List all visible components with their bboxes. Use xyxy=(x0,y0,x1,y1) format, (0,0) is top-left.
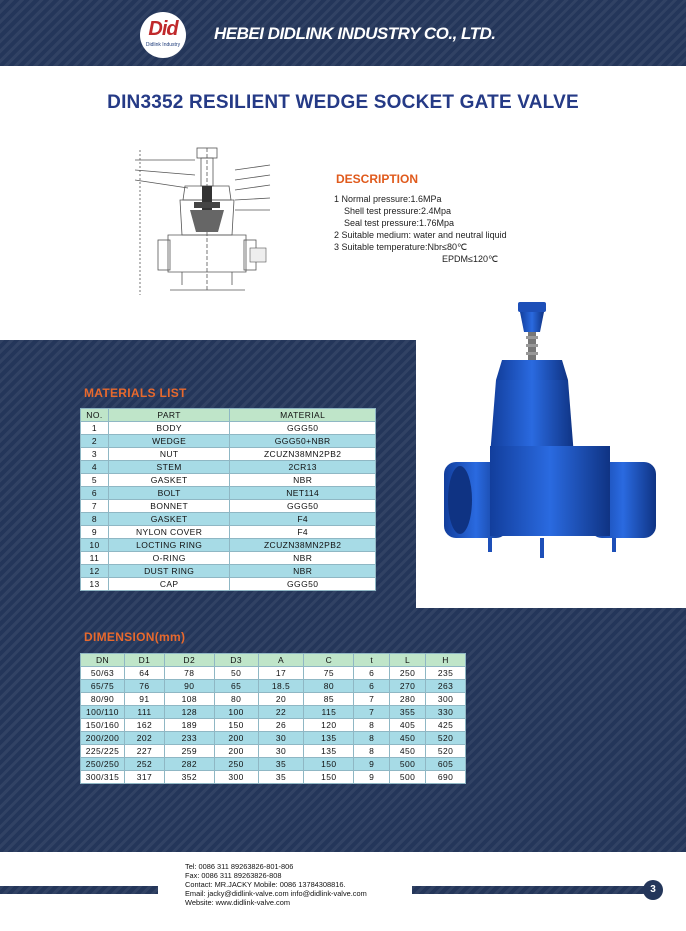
table-cell: 150 xyxy=(214,719,258,732)
table-row xyxy=(81,513,376,526)
table-row xyxy=(81,435,376,448)
table-row xyxy=(81,706,466,719)
table-cell: 50 xyxy=(214,667,258,680)
table-cell: 8 xyxy=(354,732,390,745)
table-cell: 225/225 xyxy=(81,745,125,758)
table-cell: GASKET xyxy=(108,474,229,487)
table-cell: F4 xyxy=(230,513,376,526)
dimension-table xyxy=(80,653,466,784)
table-cell: 120 xyxy=(304,719,354,732)
table-cell: 259 xyxy=(164,745,214,758)
table-cell: 18.5 xyxy=(258,680,304,693)
description-line: 1 Normal pressure:1.6MPa xyxy=(334,194,442,204)
description-heading: DESCRIPTION xyxy=(336,172,419,186)
table-cell: 233 xyxy=(164,732,214,745)
table-cell: 3 xyxy=(81,448,109,461)
description-line: 3 Suitable temperature:Nbr≤80℃ xyxy=(334,242,468,252)
table-row xyxy=(81,526,376,539)
table-cell: 263 xyxy=(426,680,466,693)
table-cell: 7 xyxy=(354,693,390,706)
table-cell: 8 xyxy=(354,719,390,732)
table-cell: LOCTING RING xyxy=(108,539,229,552)
table-cell: 605 xyxy=(426,758,466,771)
table-cell: 6 xyxy=(81,487,109,500)
table-row xyxy=(81,680,466,693)
table-cell: 200 xyxy=(214,745,258,758)
table-cell: 317 xyxy=(124,771,164,784)
table-row xyxy=(81,565,376,578)
table-cell: 65/75 xyxy=(81,680,125,693)
column-header: H xyxy=(426,654,466,667)
table-row xyxy=(81,487,376,500)
description-list xyxy=(334,193,507,265)
page-title: DIN3352 RESILIENT WEDGE SOCKET GATE VALVE xyxy=(107,92,579,113)
table-cell: 280 xyxy=(390,693,426,706)
materials-table xyxy=(80,408,376,591)
table-cell: 30 xyxy=(258,745,304,758)
table-cell: 250 xyxy=(390,667,426,680)
table-cell: 425 xyxy=(426,719,466,732)
table-cell: 12 xyxy=(81,565,109,578)
table-cell: 76 xyxy=(124,680,164,693)
table-cell: NUT xyxy=(108,448,229,461)
table-row xyxy=(81,732,466,745)
table-cell: GGG50 xyxy=(230,578,376,591)
table-cell: GASKET xyxy=(108,513,229,526)
table-cell: 300 xyxy=(426,693,466,706)
table-row xyxy=(81,422,376,435)
description-line: Seal test pressure:1.76Mpa xyxy=(344,218,455,228)
table-row xyxy=(81,461,376,474)
table-row xyxy=(81,578,376,591)
table-cell: GGG50 xyxy=(230,422,376,435)
contact-website: Website: www.didlink-valve.com xyxy=(185,898,291,907)
contact-info xyxy=(185,862,367,907)
table-cell: 10 xyxy=(81,539,109,552)
table-row xyxy=(81,552,376,565)
table-cell: 252 xyxy=(124,758,164,771)
table-cell: 7 xyxy=(81,500,109,513)
description-line: 2 Suitable medium: water and neutral liquid xyxy=(334,230,507,240)
description-line: EPDM≤120℃ xyxy=(442,254,499,264)
column-header: D1 xyxy=(124,654,164,667)
dimension-heading: DIMENSION(mm) xyxy=(84,630,186,644)
table-cell: 7 xyxy=(354,706,390,719)
table-cell: 128 xyxy=(164,706,214,719)
table-cell: 8 xyxy=(354,745,390,758)
technical-drawing xyxy=(110,140,280,308)
column-header: C xyxy=(304,654,354,667)
table-cell: CAP xyxy=(108,578,229,591)
table-row xyxy=(81,719,466,732)
table-row xyxy=(81,539,376,552)
column-header: DN xyxy=(81,654,125,667)
table-cell: 520 xyxy=(426,745,466,758)
table-cell: 5 xyxy=(81,474,109,487)
table-cell: 135 xyxy=(304,732,354,745)
table-row xyxy=(81,448,376,461)
table-row xyxy=(81,500,376,513)
table-cell: 13 xyxy=(81,578,109,591)
table-cell: ZCUZN38MN2PB2 xyxy=(230,448,376,461)
table-cell: 22 xyxy=(258,706,304,719)
table-cell: 2 xyxy=(81,435,109,448)
table-cell: 352 xyxy=(164,771,214,784)
table-row xyxy=(81,474,376,487)
table-cell: 150/160 xyxy=(81,719,125,732)
table-header-row xyxy=(81,409,376,422)
table-cell: 227 xyxy=(124,745,164,758)
column-header: NO. xyxy=(81,409,109,422)
table-cell: BODY xyxy=(108,422,229,435)
table-cell: 4 xyxy=(81,461,109,474)
column-header: L xyxy=(390,654,426,667)
table-cell: 500 xyxy=(390,758,426,771)
table-cell: 450 xyxy=(390,732,426,745)
table-cell: 235 xyxy=(426,667,466,680)
table-cell: 2CR13 xyxy=(230,461,376,474)
contact-tel: Tel: 0086 311 89263826-801-806 xyxy=(185,862,294,871)
column-header: MATERIAL xyxy=(230,409,376,422)
table-cell: 270 xyxy=(390,680,426,693)
table-cell: 111 xyxy=(124,706,164,719)
table-cell: 11 xyxy=(81,552,109,565)
contact-email: Email: jacky@didlink-valve.com info@didlink-valve.com xyxy=(185,889,367,898)
table-cell: 690 xyxy=(426,771,466,784)
table-cell: 85 xyxy=(304,693,354,706)
table-row xyxy=(81,667,466,680)
table-row xyxy=(81,693,466,706)
company-logo xyxy=(140,12,190,58)
table-cell: 30 xyxy=(258,732,304,745)
materials-heading: MATERIALS LIST xyxy=(84,386,187,400)
table-cell: 6 xyxy=(354,680,390,693)
table-cell: 1 xyxy=(81,422,109,435)
contact-fax: Fax: 0086 311 89263826-808 xyxy=(185,871,282,880)
table-cell: F4 xyxy=(230,526,376,539)
table-cell: 300 xyxy=(214,771,258,784)
valve-photo xyxy=(440,296,660,576)
description-line: Shell test pressure:2.4Mpa xyxy=(344,206,452,216)
table-cell: NET114 xyxy=(230,487,376,500)
table-cell: 150 xyxy=(304,758,354,771)
table-cell: 250 xyxy=(214,758,258,771)
table-cell: WEDGE xyxy=(108,435,229,448)
table-cell: 8 xyxy=(81,513,109,526)
table-cell: 282 xyxy=(164,758,214,771)
table-row xyxy=(81,758,466,771)
table-cell: NYLON COVER xyxy=(108,526,229,539)
page-number: 3 xyxy=(643,880,663,900)
table-cell: 26 xyxy=(258,719,304,732)
table-cell: BONNET xyxy=(108,500,229,513)
column-header: t xyxy=(354,654,390,667)
table-cell: BOLT xyxy=(108,487,229,500)
table-cell: 80 xyxy=(214,693,258,706)
table-header-row xyxy=(81,654,466,667)
table-cell: 50/63 xyxy=(81,667,125,680)
table-cell: 115 xyxy=(304,706,354,719)
table-cell: 78 xyxy=(164,667,214,680)
table-cell: 9 xyxy=(354,758,390,771)
table-cell: 500 xyxy=(390,771,426,784)
column-header: D2 xyxy=(164,654,214,667)
footer-bar-right xyxy=(412,886,644,894)
table-cell: 100 xyxy=(214,706,258,719)
table-cell: 202 xyxy=(124,732,164,745)
table-cell: 405 xyxy=(390,719,426,732)
table-cell: 162 xyxy=(124,719,164,732)
table-cell: 65 xyxy=(214,680,258,693)
table-cell: 75 xyxy=(304,667,354,680)
table-cell: 300/315 xyxy=(81,771,125,784)
table-cell: 80/90 xyxy=(81,693,125,706)
logo-mark: Did xyxy=(148,18,178,40)
table-row xyxy=(81,771,466,784)
footer-bar-left xyxy=(0,886,158,894)
table-cell: 9 xyxy=(81,526,109,539)
table-cell: 20 xyxy=(258,693,304,706)
table-cell: 35 xyxy=(258,771,304,784)
table-cell: 100/110 xyxy=(81,706,125,719)
table-cell: 450 xyxy=(390,745,426,758)
table-cell: 35 xyxy=(258,758,304,771)
table-cell: 200/200 xyxy=(81,732,125,745)
column-header: A xyxy=(258,654,304,667)
header-banner xyxy=(0,0,686,66)
table-cell: O-RING xyxy=(108,552,229,565)
company-name: HEBEI DIDLINK INDUSTRY CO., LTD. xyxy=(214,24,496,43)
table-cell: GGG50 xyxy=(230,500,376,513)
table-cell: 150 xyxy=(304,771,354,784)
table-cell: 189 xyxy=(164,719,214,732)
column-header: PART xyxy=(108,409,229,422)
table-cell: GGG50+NBR xyxy=(230,435,376,448)
table-cell: 520 xyxy=(426,732,466,745)
logo-subtitle: Didlink Industry xyxy=(145,42,181,48)
table-cell: 9 xyxy=(354,771,390,784)
table-cell: 6 xyxy=(354,667,390,680)
table-cell: 355 xyxy=(390,706,426,719)
table-cell: ZCUZN38MN2PB2 xyxy=(230,539,376,552)
table-cell: 91 xyxy=(124,693,164,706)
table-cell: STEM xyxy=(108,461,229,474)
table-cell: NBR xyxy=(230,565,376,578)
table-cell: 200 xyxy=(214,732,258,745)
table-cell: 108 xyxy=(164,693,214,706)
table-cell: 80 xyxy=(304,680,354,693)
table-cell: 330 xyxy=(426,706,466,719)
table-row xyxy=(81,745,466,758)
contact-person: Contact: MR.JACKY Mobile: 0086 13784308816. xyxy=(185,880,346,889)
table-cell: NBR xyxy=(230,474,376,487)
table-cell: 135 xyxy=(304,745,354,758)
table-cell: NBR xyxy=(230,552,376,565)
table-cell: 90 xyxy=(164,680,214,693)
table-cell: DUST RING xyxy=(108,565,229,578)
column-header: D3 xyxy=(214,654,258,667)
table-cell: 17 xyxy=(258,667,304,680)
table-cell: 64 xyxy=(124,667,164,680)
table-cell: 250/250 xyxy=(81,758,125,771)
